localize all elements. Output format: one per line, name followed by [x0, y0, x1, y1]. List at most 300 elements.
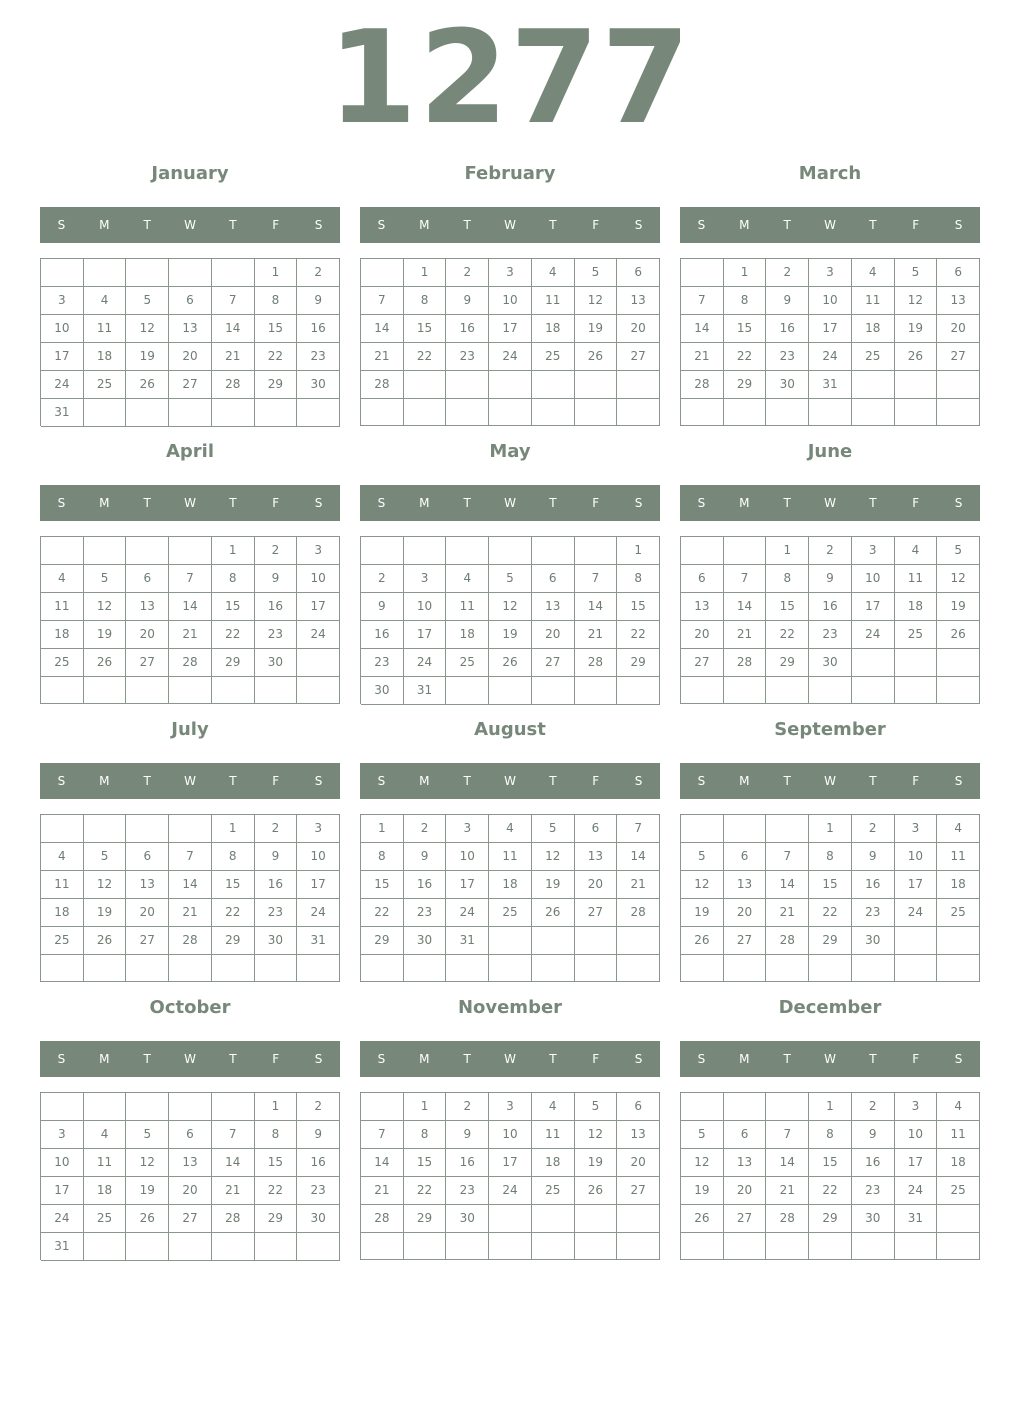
day-cell[interactable]: 18: [532, 315, 575, 343]
day-cell[interactable]: 31: [895, 1205, 938, 1233]
day-cell[interactable]: 29: [212, 927, 255, 955]
day-cell[interactable]: 3: [41, 287, 84, 315]
day-cell[interactable]: 14: [169, 593, 212, 621]
day-cell[interactable]: 20: [126, 899, 169, 927]
day-cell[interactable]: 16: [404, 871, 447, 899]
day-cell[interactable]: 6: [724, 1121, 767, 1149]
day-cell[interactable]: 28: [361, 371, 404, 399]
day-cell[interactable]: 18: [937, 1149, 980, 1177]
day-cell[interactable]: 23: [446, 343, 489, 371]
day-cell[interactable]: 24: [809, 343, 852, 371]
day-cell[interactable]: 20: [575, 871, 618, 899]
day-cell[interactable]: 28: [766, 1205, 809, 1233]
day-cell[interactable]: 22: [809, 1177, 852, 1205]
day-cell[interactable]: 26: [126, 371, 169, 399]
day-cell[interactable]: 13: [724, 1149, 767, 1177]
day-cell[interactable]: 20: [937, 315, 980, 343]
day-cell[interactable]: 11: [895, 565, 938, 593]
day-cell[interactable]: 22: [724, 343, 767, 371]
day-cell[interactable]: 5: [937, 537, 980, 565]
day-cell[interactable]: 30: [255, 927, 298, 955]
day-cell[interactable]: 17: [446, 871, 489, 899]
day-cell[interactable]: 23: [446, 1177, 489, 1205]
day-cell[interactable]: 10: [895, 843, 938, 871]
day-cell[interactable]: 19: [84, 899, 127, 927]
day-cell[interactable]: 23: [255, 621, 298, 649]
day-cell[interactable]: 7: [212, 1121, 255, 1149]
day-cell[interactable]: 25: [446, 649, 489, 677]
day-cell[interactable]: 27: [724, 1205, 767, 1233]
day-cell[interactable]: 18: [532, 1149, 575, 1177]
day-cell[interactable]: 24: [489, 1177, 532, 1205]
day-cell[interactable]: 17: [895, 1149, 938, 1177]
day-cell[interactable]: 16: [297, 315, 340, 343]
day-cell[interactable]: 5: [84, 843, 127, 871]
day-cell[interactable]: 28: [169, 927, 212, 955]
day-cell[interactable]: 15: [212, 593, 255, 621]
day-cell[interactable]: 10: [895, 1121, 938, 1149]
day-cell[interactable]: 19: [575, 1149, 618, 1177]
day-cell[interactable]: 16: [766, 315, 809, 343]
day-cell[interactable]: 22: [255, 1177, 298, 1205]
day-cell[interactable]: 2: [361, 565, 404, 593]
day-cell[interactable]: 8: [404, 287, 447, 315]
day-cell[interactable]: 10: [446, 843, 489, 871]
day-cell[interactable]: 5: [681, 843, 724, 871]
day-cell[interactable]: 12: [895, 287, 938, 315]
day-cell[interactable]: 23: [852, 1177, 895, 1205]
day-cell[interactable]: 25: [895, 621, 938, 649]
day-cell[interactable]: 10: [852, 565, 895, 593]
day-cell[interactable]: 28: [169, 649, 212, 677]
day-cell[interactable]: 1: [361, 815, 404, 843]
day-cell[interactable]: 1: [404, 1093, 447, 1121]
day-cell[interactable]: 18: [84, 1177, 127, 1205]
day-cell[interactable]: 19: [937, 593, 980, 621]
day-cell[interactable]: 11: [937, 843, 980, 871]
day-cell[interactable]: 21: [212, 343, 255, 371]
day-cell[interactable]: 8: [212, 843, 255, 871]
day-cell[interactable]: 20: [169, 1177, 212, 1205]
day-cell[interactable]: 10: [489, 287, 532, 315]
day-cell[interactable]: 8: [255, 1121, 298, 1149]
day-cell[interactable]: 3: [404, 565, 447, 593]
day-cell[interactable]: 9: [255, 843, 298, 871]
day-cell[interactable]: 15: [809, 1149, 852, 1177]
day-cell[interactable]: 13: [169, 1149, 212, 1177]
day-cell[interactable]: 13: [617, 287, 660, 315]
day-cell[interactable]: 7: [575, 565, 618, 593]
day-cell[interactable]: 4: [41, 565, 84, 593]
day-cell[interactable]: 4: [895, 537, 938, 565]
day-cell[interactable]: 15: [766, 593, 809, 621]
day-cell[interactable]: 18: [84, 343, 127, 371]
day-cell[interactable]: 23: [297, 343, 340, 371]
day-cell[interactable]: 26: [126, 1205, 169, 1233]
day-cell[interactable]: 10: [41, 1149, 84, 1177]
day-cell[interactable]: 20: [617, 1149, 660, 1177]
day-cell[interactable]: 18: [852, 315, 895, 343]
day-cell[interactable]: 28: [766, 927, 809, 955]
day-cell[interactable]: 31: [446, 927, 489, 955]
day-cell[interactable]: 22: [404, 343, 447, 371]
day-cell[interactable]: 26: [84, 927, 127, 955]
day-cell[interactable]: 23: [809, 621, 852, 649]
day-cell[interactable]: 13: [126, 871, 169, 899]
day-cell[interactable]: 2: [809, 537, 852, 565]
day-cell[interactable]: 14: [575, 593, 618, 621]
day-cell[interactable]: 6: [575, 815, 618, 843]
day-cell[interactable]: 12: [126, 1149, 169, 1177]
day-cell[interactable]: 28: [212, 371, 255, 399]
day-cell[interactable]: 1: [255, 1093, 298, 1121]
day-cell[interactable]: 23: [404, 899, 447, 927]
day-cell[interactable]: 19: [895, 315, 938, 343]
day-cell[interactable]: 10: [297, 843, 340, 871]
day-cell[interactable]: 6: [617, 1093, 660, 1121]
day-cell[interactable]: 6: [681, 565, 724, 593]
day-cell[interactable]: 20: [126, 621, 169, 649]
day-cell[interactable]: 24: [895, 1177, 938, 1205]
day-cell[interactable]: 27: [575, 899, 618, 927]
day-cell[interactable]: 16: [255, 593, 298, 621]
day-cell[interactable]: 27: [681, 649, 724, 677]
day-cell[interactable]: 4: [852, 259, 895, 287]
day-cell[interactable]: 2: [446, 259, 489, 287]
day-cell[interactable]: 15: [255, 1149, 298, 1177]
day-cell[interactable]: 22: [404, 1177, 447, 1205]
day-cell[interactable]: 16: [852, 1149, 895, 1177]
day-cell[interactable]: 29: [255, 1205, 298, 1233]
day-cell[interactable]: 4: [41, 843, 84, 871]
day-cell[interactable]: 26: [575, 1177, 618, 1205]
day-cell[interactable]: 14: [766, 871, 809, 899]
day-cell[interactable]: 12: [575, 287, 618, 315]
day-cell[interactable]: 21: [212, 1177, 255, 1205]
day-cell[interactable]: 6: [169, 287, 212, 315]
day-cell[interactable]: 8: [809, 1121, 852, 1149]
day-cell[interactable]: 7: [617, 815, 660, 843]
day-cell[interactable]: 8: [212, 565, 255, 593]
day-cell[interactable]: 12: [937, 565, 980, 593]
day-cell[interactable]: 27: [126, 927, 169, 955]
day-cell[interactable]: 7: [212, 287, 255, 315]
day-cell[interactable]: 2: [297, 259, 340, 287]
day-cell[interactable]: 17: [404, 621, 447, 649]
day-cell[interactable]: 7: [361, 287, 404, 315]
day-cell[interactable]: 25: [532, 343, 575, 371]
day-cell[interactable]: 10: [297, 565, 340, 593]
day-cell[interactable]: 9: [446, 287, 489, 315]
day-cell[interactable]: 16: [446, 1149, 489, 1177]
day-cell[interactable]: 29: [212, 649, 255, 677]
day-cell[interactable]: 11: [852, 287, 895, 315]
day-cell[interactable]: 2: [852, 1093, 895, 1121]
day-cell[interactable]: 10: [404, 593, 447, 621]
day-cell[interactable]: 30: [446, 1205, 489, 1233]
day-cell[interactable]: 30: [766, 371, 809, 399]
day-cell[interactable]: 7: [169, 565, 212, 593]
day-cell[interactable]: 21: [766, 899, 809, 927]
day-cell[interactable]: 13: [126, 593, 169, 621]
day-cell[interactable]: 24: [297, 621, 340, 649]
day-cell[interactable]: 4: [84, 1121, 127, 1149]
day-cell[interactable]: 6: [169, 1121, 212, 1149]
day-cell[interactable]: 22: [212, 621, 255, 649]
day-cell[interactable]: 4: [937, 815, 980, 843]
day-cell[interactable]: 11: [84, 315, 127, 343]
day-cell[interactable]: 17: [809, 315, 852, 343]
day-cell[interactable]: 21: [169, 899, 212, 927]
day-cell[interactable]: 18: [895, 593, 938, 621]
day-cell[interactable]: 20: [724, 1177, 767, 1205]
day-cell[interactable]: 27: [169, 1205, 212, 1233]
day-cell[interactable]: 27: [169, 371, 212, 399]
day-cell[interactable]: 25: [937, 899, 980, 927]
day-cell[interactable]: 9: [852, 843, 895, 871]
day-cell[interactable]: 10: [489, 1121, 532, 1149]
day-cell[interactable]: 4: [446, 565, 489, 593]
day-cell[interactable]: 25: [84, 371, 127, 399]
day-cell[interactable]: 29: [809, 1205, 852, 1233]
day-cell[interactable]: 8: [617, 565, 660, 593]
day-cell[interactable]: 30: [852, 927, 895, 955]
day-cell[interactable]: 16: [852, 871, 895, 899]
day-cell[interactable]: 2: [255, 537, 298, 565]
day-cell[interactable]: 6: [532, 565, 575, 593]
day-cell[interactable]: 20: [169, 343, 212, 371]
day-cell[interactable]: 26: [575, 343, 618, 371]
day-cell[interactable]: 23: [766, 343, 809, 371]
day-cell[interactable]: 28: [617, 899, 660, 927]
day-cell[interactable]: 18: [41, 621, 84, 649]
day-cell[interactable]: 26: [937, 621, 980, 649]
day-cell[interactable]: 1: [724, 259, 767, 287]
day-cell[interactable]: 10: [809, 287, 852, 315]
day-cell[interactable]: 19: [489, 621, 532, 649]
day-cell[interactable]: 24: [895, 899, 938, 927]
day-cell[interactable]: 2: [255, 815, 298, 843]
day-cell[interactable]: 6: [937, 259, 980, 287]
day-cell[interactable]: 3: [297, 815, 340, 843]
day-cell[interactable]: 13: [724, 871, 767, 899]
day-cell[interactable]: 7: [681, 287, 724, 315]
day-cell[interactable]: 24: [297, 899, 340, 927]
day-cell[interactable]: 27: [937, 343, 980, 371]
day-cell[interactable]: 23: [852, 899, 895, 927]
day-cell[interactable]: 17: [41, 343, 84, 371]
day-cell[interactable]: 3: [41, 1121, 84, 1149]
day-cell[interactable]: 5: [126, 287, 169, 315]
day-cell[interactable]: 30: [297, 1205, 340, 1233]
day-cell[interactable]: 15: [617, 593, 660, 621]
day-cell[interactable]: 17: [489, 315, 532, 343]
day-cell[interactable]: 1: [617, 537, 660, 565]
day-cell[interactable]: 29: [766, 649, 809, 677]
day-cell[interactable]: 11: [532, 287, 575, 315]
day-cell[interactable]: 27: [617, 343, 660, 371]
day-cell[interactable]: 19: [681, 1177, 724, 1205]
day-cell[interactable]: 27: [617, 1177, 660, 1205]
day-cell[interactable]: 9: [255, 565, 298, 593]
day-cell[interactable]: 19: [126, 343, 169, 371]
day-cell[interactable]: 16: [297, 1149, 340, 1177]
day-cell[interactable]: 4: [532, 259, 575, 287]
day-cell[interactable]: 5: [575, 1093, 618, 1121]
day-cell[interactable]: 26: [84, 649, 127, 677]
day-cell[interactable]: 25: [84, 1205, 127, 1233]
day-cell[interactable]: 15: [404, 1149, 447, 1177]
day-cell[interactable]: 30: [255, 649, 298, 677]
day-cell[interactable]: 1: [212, 815, 255, 843]
day-cell[interactable]: 2: [446, 1093, 489, 1121]
day-cell[interactable]: 17: [489, 1149, 532, 1177]
day-cell[interactable]: 7: [724, 565, 767, 593]
day-cell[interactable]: 13: [532, 593, 575, 621]
day-cell[interactable]: 3: [895, 815, 938, 843]
day-cell[interactable]: 14: [212, 315, 255, 343]
day-cell[interactable]: 5: [532, 815, 575, 843]
day-cell[interactable]: 25: [937, 1177, 980, 1205]
day-cell[interactable]: 14: [681, 315, 724, 343]
day-cell[interactable]: 20: [532, 621, 575, 649]
day-cell[interactable]: 3: [489, 1093, 532, 1121]
day-cell[interactable]: 20: [617, 315, 660, 343]
day-cell[interactable]: 19: [575, 315, 618, 343]
day-cell[interactable]: 21: [724, 621, 767, 649]
day-cell[interactable]: 5: [575, 259, 618, 287]
day-cell[interactable]: 24: [41, 1205, 84, 1233]
day-cell[interactable]: 11: [446, 593, 489, 621]
day-cell[interactable]: 25: [852, 343, 895, 371]
day-cell[interactable]: 8: [404, 1121, 447, 1149]
day-cell[interactable]: 17: [895, 871, 938, 899]
day-cell[interactable]: 4: [84, 287, 127, 315]
day-cell[interactable]: 28: [724, 649, 767, 677]
day-cell[interactable]: 30: [297, 371, 340, 399]
day-cell[interactable]: 1: [809, 815, 852, 843]
day-cell[interactable]: 24: [852, 621, 895, 649]
day-cell[interactable]: 7: [361, 1121, 404, 1149]
day-cell[interactable]: 1: [212, 537, 255, 565]
day-cell[interactable]: 17: [41, 1177, 84, 1205]
day-cell[interactable]: 29: [404, 1205, 447, 1233]
day-cell[interactable]: 13: [617, 1121, 660, 1149]
day-cell[interactable]: 13: [937, 287, 980, 315]
day-cell[interactable]: 2: [852, 815, 895, 843]
day-cell[interactable]: 22: [255, 343, 298, 371]
day-cell[interactable]: 3: [809, 259, 852, 287]
day-cell[interactable]: 22: [766, 621, 809, 649]
day-cell[interactable]: 5: [489, 565, 532, 593]
day-cell[interactable]: 8: [809, 843, 852, 871]
day-cell[interactable]: 15: [212, 871, 255, 899]
day-cell[interactable]: 6: [617, 259, 660, 287]
day-cell[interactable]: 31: [404, 677, 447, 705]
day-cell[interactable]: 16: [361, 621, 404, 649]
day-cell[interactable]: 21: [361, 1177, 404, 1205]
day-cell[interactable]: 2: [297, 1093, 340, 1121]
day-cell[interactable]: 17: [297, 593, 340, 621]
day-cell[interactable]: 29: [255, 371, 298, 399]
day-cell[interactable]: 25: [41, 649, 84, 677]
day-cell[interactable]: 9: [297, 1121, 340, 1149]
day-cell[interactable]: 21: [681, 343, 724, 371]
day-cell[interactable]: 31: [41, 1233, 84, 1261]
day-cell[interactable]: 1: [255, 259, 298, 287]
day-cell[interactable]: 2: [404, 815, 447, 843]
day-cell[interactable]: 7: [766, 1121, 809, 1149]
day-cell[interactable]: 25: [489, 899, 532, 927]
day-cell[interactable]: 4: [937, 1093, 980, 1121]
day-cell[interactable]: 12: [126, 315, 169, 343]
day-cell[interactable]: 3: [895, 1093, 938, 1121]
day-cell[interactable]: 15: [809, 871, 852, 899]
day-cell[interactable]: 27: [126, 649, 169, 677]
day-cell[interactable]: 9: [852, 1121, 895, 1149]
day-cell[interactable]: 29: [617, 649, 660, 677]
day-cell[interactable]: 8: [255, 287, 298, 315]
day-cell[interactable]: 31: [297, 927, 340, 955]
day-cell[interactable]: 9: [297, 287, 340, 315]
day-cell[interactable]: 15: [724, 315, 767, 343]
day-cell[interactable]: 15: [404, 315, 447, 343]
day-cell[interactable]: 7: [766, 843, 809, 871]
day-cell[interactable]: 26: [681, 927, 724, 955]
day-cell[interactable]: 14: [212, 1149, 255, 1177]
day-cell[interactable]: 5: [126, 1121, 169, 1149]
day-cell[interactable]: 22: [617, 621, 660, 649]
day-cell[interactable]: 16: [255, 871, 298, 899]
day-cell[interactable]: 14: [361, 1149, 404, 1177]
day-cell[interactable]: 11: [489, 843, 532, 871]
day-cell[interactable]: 6: [126, 565, 169, 593]
day-cell[interactable]: 23: [297, 1177, 340, 1205]
day-cell[interactable]: 21: [766, 1177, 809, 1205]
day-cell[interactable]: 14: [617, 843, 660, 871]
day-cell[interactable]: 21: [169, 621, 212, 649]
day-cell[interactable]: 22: [361, 899, 404, 927]
day-cell[interactable]: 19: [681, 899, 724, 927]
day-cell[interactable]: 7: [169, 843, 212, 871]
day-cell[interactable]: 8: [766, 565, 809, 593]
day-cell[interactable]: 21: [617, 871, 660, 899]
day-cell[interactable]: 6: [724, 843, 767, 871]
day-cell[interactable]: 12: [532, 843, 575, 871]
day-cell[interactable]: 1: [404, 259, 447, 287]
day-cell[interactable]: 24: [446, 899, 489, 927]
day-cell[interactable]: 29: [809, 927, 852, 955]
day-cell[interactable]: 16: [446, 315, 489, 343]
day-cell[interactable]: 28: [575, 649, 618, 677]
day-cell[interactable]: 13: [681, 593, 724, 621]
day-cell[interactable]: 25: [532, 1177, 575, 1205]
day-cell[interactable]: 4: [532, 1093, 575, 1121]
day-cell[interactable]: 28: [361, 1205, 404, 1233]
day-cell[interactable]: 9: [361, 593, 404, 621]
day-cell[interactable]: 30: [809, 649, 852, 677]
day-cell[interactable]: 30: [852, 1205, 895, 1233]
day-cell[interactable]: 1: [809, 1093, 852, 1121]
day-cell[interactable]: 26: [681, 1205, 724, 1233]
day-cell[interactable]: 27: [532, 649, 575, 677]
day-cell[interactable]: 14: [361, 315, 404, 343]
day-cell[interactable]: 5: [681, 1121, 724, 1149]
day-cell[interactable]: 18: [937, 871, 980, 899]
day-cell[interactable]: 12: [681, 1149, 724, 1177]
day-cell[interactable]: 26: [895, 343, 938, 371]
day-cell[interactable]: 12: [681, 871, 724, 899]
